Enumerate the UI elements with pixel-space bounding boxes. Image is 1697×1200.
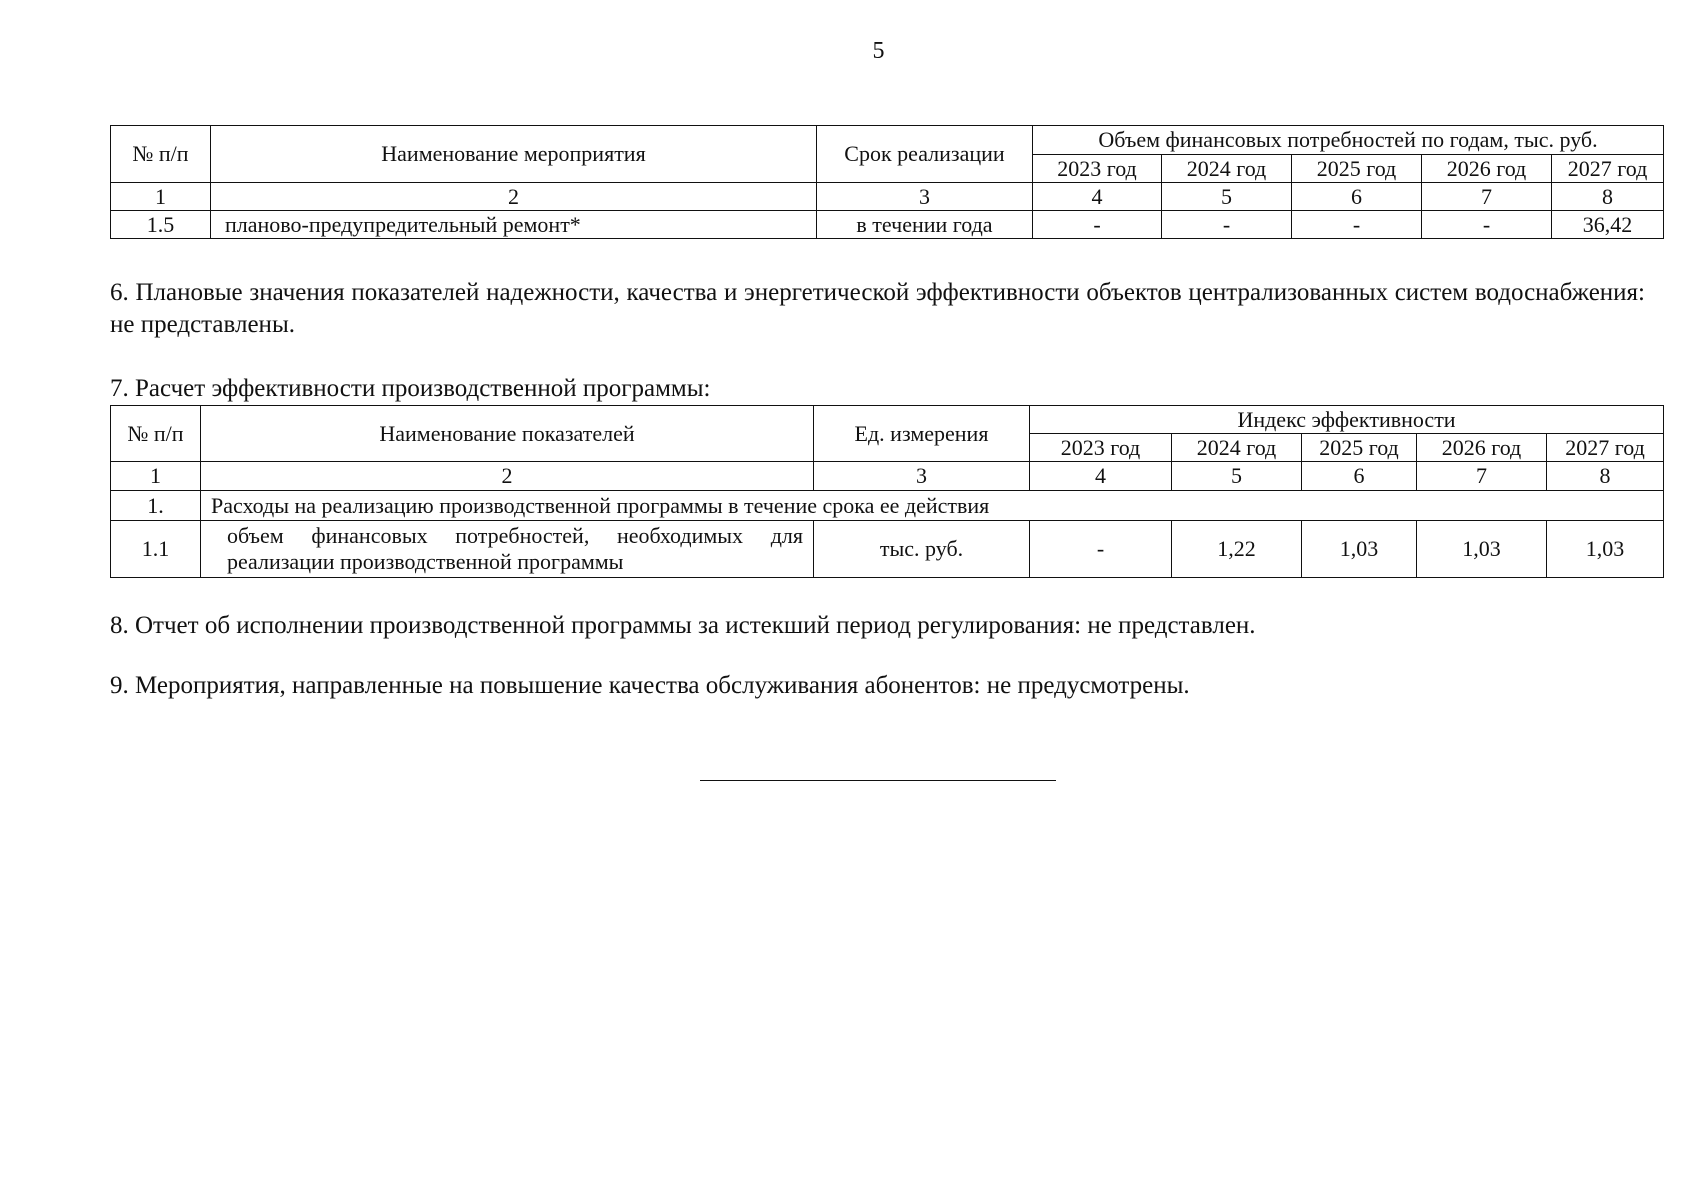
row-num: 1.5 <box>111 211 211 239</box>
header-year: 2024 год <box>1162 155 1292 183</box>
end-divider <box>700 780 1056 781</box>
header-year: 2025 год <box>1302 434 1417 462</box>
header-num: № п/п <box>111 126 211 183</box>
row-value: - <box>1162 211 1292 239</box>
column-index: 7 <box>1417 462 1547 491</box>
column-index: 4 <box>1033 183 1162 211</box>
paragraph-8: 8. Отчет об исполнении производственной программы за истекший период регулирования: не представлен. <box>110 612 1256 639</box>
header-year: 2026 год <box>1417 434 1547 462</box>
row-value: 1,03 <box>1417 521 1547 578</box>
paragraph-7: 7. Расчет эффективности производственной программы: <box>110 375 711 402</box>
column-index: 3 <box>814 462 1030 491</box>
row-value: - <box>1292 211 1422 239</box>
page-number: 5 <box>872 38 885 64</box>
column-index-row <box>111 462 1664 491</box>
header-year: 2024 год <box>1172 434 1302 462</box>
column-index: 2 <box>211 183 817 211</box>
efficiency-table <box>110 405 1664 578</box>
column-index: 3 <box>817 183 1033 211</box>
row-value: 1,22 <box>1172 521 1302 578</box>
row-value: 1,03 <box>1302 521 1417 578</box>
column-index: 1 <box>111 183 211 211</box>
row-value: - <box>1422 211 1552 239</box>
section-num: 1. <box>111 491 201 521</box>
row-value: 1,03 <box>1547 521 1664 578</box>
header-event-name: Наименование мероприятия <box>211 126 817 183</box>
column-index: 8 <box>1552 183 1664 211</box>
column-index: 5 <box>1162 183 1292 211</box>
column-index: 2 <box>201 462 814 491</box>
section-title: Расходы на реализацию производственной программы в течение срока ее действия <box>201 491 1664 521</box>
table-row <box>111 211 1664 239</box>
row-value: - <box>1033 211 1162 239</box>
header-year: 2023 год <box>1033 155 1162 183</box>
column-index: 8 <box>1547 462 1664 491</box>
header-indicator-name: Наименование показателей <box>201 406 814 462</box>
header-financial-group: Объем финансовых потребностей по годам, тыс. руб. <box>1033 126 1664 155</box>
header-year: 2023 год <box>1030 434 1172 462</box>
row-event-name: планово-предупредительный ремонт* <box>211 211 817 239</box>
column-index: 4 <box>1030 462 1172 491</box>
paragraph-9: 9. Мероприятия, направленные на повышение качества обслуживания абонентов: не предусмотрены. <box>110 672 1190 699</box>
header-year: 2025 год <box>1292 155 1422 183</box>
column-index: 6 <box>1292 183 1422 211</box>
column-index-row <box>111 183 1664 211</box>
table-row <box>111 521 1664 578</box>
financial-needs-table <box>110 125 1664 239</box>
column-index: 1 <box>111 462 201 491</box>
header-year: 2027 год <box>1552 155 1664 183</box>
header-unit: Ед. измерения <box>814 406 1030 462</box>
column-index: 6 <box>1302 462 1417 491</box>
header-efficiency-group: Индекс эффективности <box>1030 406 1664 434</box>
row-unit: тыс. руб. <box>814 521 1030 578</box>
row-value: - <box>1030 521 1172 578</box>
row-value: 36,42 <box>1552 211 1664 239</box>
column-index: 5 <box>1172 462 1302 491</box>
row-indicator-name: объем финансовых потребностей, необходимых для реализации производственной программы <box>201 521 814 578</box>
section-row <box>111 491 1664 521</box>
header-term: Срок реализации <box>817 126 1033 183</box>
header-num: № п/п <box>111 406 201 462</box>
row-num: 1.1 <box>111 521 201 578</box>
row-term: в течении года <box>817 211 1033 239</box>
header-year: 2027 год <box>1547 434 1664 462</box>
column-index: 7 <box>1422 183 1552 211</box>
paragraph-6: 6. Плановые значения показателей надежности, качества и энергетической эффективности объектов централизованных систем водоснабжения: не представлены. <box>110 279 1645 338</box>
header-year: 2026 год <box>1422 155 1552 183</box>
